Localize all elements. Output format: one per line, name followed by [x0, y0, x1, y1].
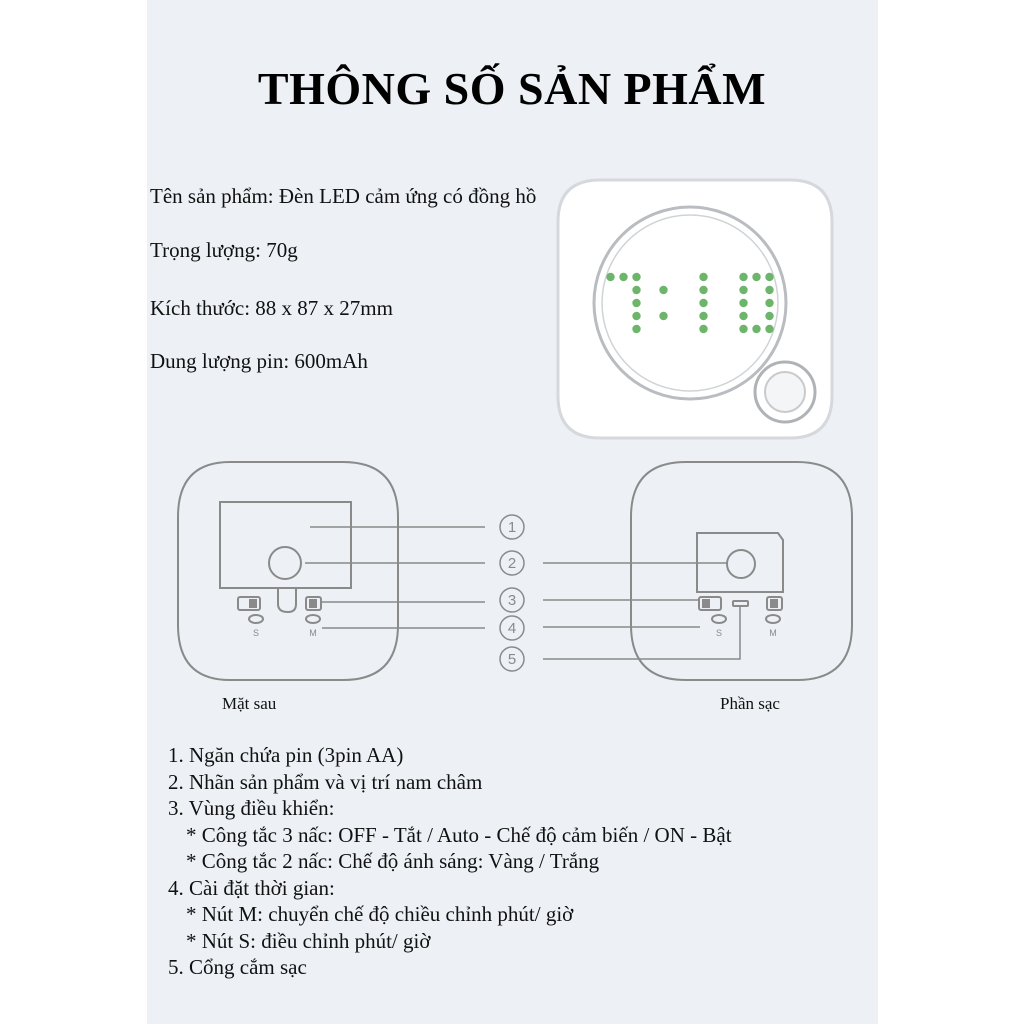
label-magnet-charge	[727, 550, 755, 578]
led-dot	[752, 273, 760, 281]
list-item-controls: 3. Vùng điều khiển:	[168, 796, 335, 820]
s-button-label: S	[252, 628, 260, 638]
caption-back: Mặt sau	[222, 694, 277, 713]
led-dot	[632, 325, 640, 333]
led-dot	[632, 299, 640, 307]
s-button-charge[interactable]	[712, 615, 726, 623]
led-dot	[739, 299, 747, 307]
battery-compartment	[220, 502, 351, 588]
callout-2	[500, 551, 524, 575]
led-dot	[739, 273, 747, 281]
led-dot	[632, 273, 640, 281]
spec-battery: Dung lượng pin: 600mAh	[150, 349, 368, 373]
m-button-label-charge: M	[769, 628, 777, 638]
clock-device-illustration	[558, 180, 832, 438]
usb-charging-port[interactable]	[733, 601, 748, 606]
callout-1-number: 1	[507, 519, 517, 536]
s-button-label-charge: S	[715, 628, 723, 638]
callout-5	[500, 647, 524, 671]
led-dot	[659, 286, 667, 294]
led-dot	[765, 286, 773, 294]
caption-charge: Phần sạc	[720, 694, 780, 713]
led-dot	[632, 312, 640, 320]
s-button[interactable]	[249, 615, 263, 623]
callout-3	[500, 588, 524, 612]
charging-view-illustration	[631, 462, 852, 680]
spec-weight: Trọng lượng: 70g	[150, 238, 298, 262]
list-subitem-s-button: * Nút S: điều chỉnh phút/ giờ	[186, 928, 431, 953]
led-dot	[699, 273, 707, 281]
list-subitem-m-button: * Nút M: chuyển chế độ chiều chỉnh phút/ giờ	[186, 902, 574, 926]
led-dot	[699, 312, 707, 320]
spec-size: Kích thước: 88 x 87 x 27mm	[150, 296, 393, 320]
led-dot	[659, 312, 667, 320]
led-dot	[699, 299, 707, 307]
list-subitem-two-way: * Công tắc 2 nấc: Chế độ ánh sáng: Vàng / Trắng	[186, 849, 600, 873]
led-dot	[632, 286, 640, 294]
spec-product-name: Tên sản phẩm: Đèn LED cảm ứng có đồng hồ	[150, 184, 537, 208]
led-dot	[739, 325, 747, 333]
motion-sensor	[755, 362, 815, 422]
led-dot	[739, 312, 747, 320]
led-dot	[739, 286, 747, 294]
callout-1	[500, 515, 524, 539]
feature-list	[168, 742, 732, 981]
led-dot	[606, 273, 614, 281]
m-button-charge[interactable]	[766, 615, 780, 623]
led-dot	[619, 273, 627, 281]
page-title: THÔNG SỐ SẢN PHẨM	[257, 63, 767, 114]
led-dot	[765, 299, 773, 307]
led-dot	[699, 286, 707, 294]
led-dot	[699, 325, 707, 333]
back-view-illustration	[178, 462, 398, 680]
list-item-label: 2. Nhãn sản phẩm và vị trí nam châm	[168, 769, 483, 794]
callout-4	[500, 616, 524, 640]
m-button-label: M	[309, 628, 317, 638]
list-subitem-three-way: * Công tắc 3 nấc: OFF - Tắt / Auto - Chế độ cảm biến / ON - Bật	[186, 822, 732, 847]
led-dot	[765, 273, 773, 281]
list-item-time-setting: 4. Cài đặt thời gian:	[168, 875, 335, 900]
list-item-battery: 1. Ngăn chứa pin (3pin AA)	[168, 743, 404, 767]
callout-2-number: 2	[507, 555, 517, 572]
led-dot	[765, 312, 773, 320]
led-dot	[752, 325, 760, 333]
callout-4-number: 4	[507, 620, 517, 637]
callout-markers	[500, 515, 524, 671]
label-magnet	[269, 547, 301, 579]
list-item-charging-port: 5. Cổng cắm sạc	[168, 955, 307, 979]
m-button[interactable]	[306, 615, 320, 623]
led-dot	[765, 325, 773, 333]
charging-port-notch	[278, 588, 296, 612]
callout-3-number: 3	[507, 592, 517, 609]
callout-5-number: 5	[507, 651, 517, 668]
